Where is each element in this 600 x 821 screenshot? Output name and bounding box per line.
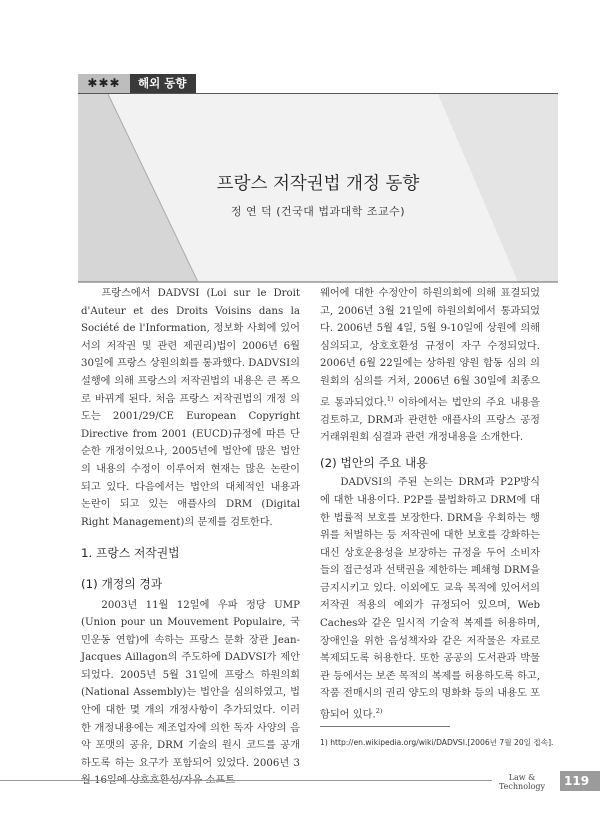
heading-amendment-history: (1) 개정의 경과 [81, 576, 163, 591]
article-title: 프랑스 저작권법 개정 동향 [216, 174, 420, 194]
section-tag [78, 74, 196, 93]
right-column [320, 285, 540, 724]
heading-main-content: (2) 법안의 주요 내용 [320, 455, 428, 470]
page-number: 119 [560, 771, 600, 791]
footnote-ref-1: 1) [386, 394, 394, 403]
footnote-rule [320, 726, 450, 727]
article-author: 정 연 덕 (건국대 법과대학 조교수) [230, 205, 406, 218]
history-paragraph: 2003년 11월 12일에 우파 정당 UMP (Union pour un Mouvement Populaire, 국민운동 연합)에 속하는 프랑스 문화 장관 Jean-Jacques Aillagon의 주도하에 DADVSI가 제안되었다. 2005년 5월 31일에 프랑스 하원의회(National Assembly)는 법안을 심의하였고, 법안에 대한 몇 개의 개정사항이 추가되었다. 이러한 개정내용에는 제조업자에 의한 독자 사양의 음악 포맷의 공유, DRM 기술의 원시 코드를 공개하도록 하는 요구가 포함되어 있었다. 2006년 3 [81, 599, 300, 769]
page-footer [0, 771, 600, 791]
footnote-ref-2: 2) [375, 707, 383, 716]
left-column [81, 285, 300, 790]
intro-paragraph: 프랑스에서 DADVSI (Loi sur le Droit d'Auteur et des Droits Voisins dans la Société de l'Information, 정보화 사회에 있어서의 저작권 및 관련 제권리)법이 2006년 6월 30일에 프랑스 상원의회를 통과했다. DADVSI의 설행에 의해 프랑스의 저작권법의 내용은 큰 폭으로 바뀌게 된다. 처음 프랑스 저작권법의 개정 의도는 2001/29/CE European Copyright Directive from 2001 (EUCD)규정에 따른 단순한 개정이었으나, 2005년에 법안에 많은 법안의 내용의 수정이 이루어져 현재는 많은 논란이 되고 있다. 다음에서는 법안의 대체적인 내용과 논란이 되고 있는 애플사의 DRM (Digital Right Management)의 문제를 검토한다. [81, 288, 300, 528]
section-label: 해외 동향 [130, 74, 196, 93]
footer-rule [0, 780, 492, 781]
journal-name: Law & Technology [498, 773, 546, 791]
main-paragraph [320, 474, 540, 724]
continuation-end-text: 이하에서는 법안의 주요 내용을 검토하고, DRM과 관련한 애플사의 프랑스 공정거래위원회 심결과 관련 개정내용을 소개한다. [320, 396, 540, 444]
footnote: 1) http://en.wikipedia.org/wiki/DADVSI.[2006년 7월 20일 접속]. [320, 738, 554, 747]
continuation-paragraph [320, 285, 540, 447]
title-banner [78, 94, 558, 284]
section-stars: ✱✱✱ [78, 74, 130, 93]
main-text: DADVSI의 주된 논의는 DRM과 P2P방식에 대한 내용이다. P2P를 불법화하고 DRM에 대한 법률적 보호를 보장한다. DRM을 우회하는 행위를 처벌하는 등 저작권에 대한 보호를 강화하는 대신 상호운용성을 보장하는 규정을 두어 소비자들의 접근성과 선택권을 제한하는 폐쇄형 DRM을 금지시키고 있다. 이외에도 교육 목적에 있어서의 저작권 적용의 예외가 규정되어 있으며, Web Caches와 같은 일시적 기술적 복제를 허용하며, 장애인을 위한 음성책자와 같은 저작물은 자료로 복제되도록 허용한다. 또한 공공의 도서관과 박물관 등에서는 보존 목적의 복제를 허용하도록 하고, 작품 전매시의 권리 양도의 명화화 등의 내용도 포함되어 있다. [320, 477, 540, 721]
continuation-text: 웨어에 대한 수정안이 하원의회에 의해 표결되었고, 2006년 3월 21일에 하원의회에서 통과되었다. 2006년 5월 4일, 5월 9-10일에 상원에 의해 심의되고, 상호호환성 규정이 자구 수정되었다. 2006년 6월 22일에는 상하원 양원 합동 심의 의원회의 심의를 거쳐, 2006년 6월 30일에 최종으로 통과되었다. [320, 288, 540, 408]
heading-french-copyright: 1. 프랑스 저작권법 [81, 546, 180, 561]
